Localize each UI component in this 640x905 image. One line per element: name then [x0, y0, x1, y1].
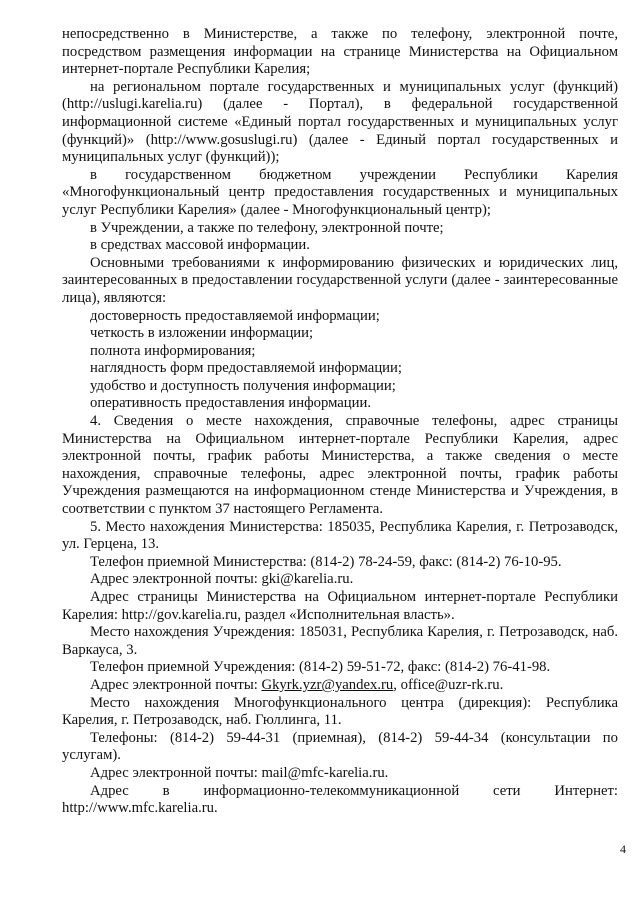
paragraph: 5. Место нахождения Министерства: 185035, Республика Карелия, г. Петрозаводск, ул. Герцена, 13. [62, 518, 618, 553]
paragraph: непосредственно в Министерстве, а также по телефону, электронной почте, посредством размещения информации на странице Министерства на Официальном интернет-портале Республики Карелия; [62, 26, 618, 78]
paragraph: оперативность предоставления информации. [90, 395, 372, 412]
paragraph: 4. Сведения о месте нахождения, справочные телефоны, адрес страницы Министерства на Официальном интернет-портале Республики Карелия, адрес электронной почты, график работы Министерства, а также сведения о месте нахождения, справочные телефоны, адрес электронной почты, график работы Учреждения размещаются на информационном стенде Министерства и Учреждения, в соответствии с пунктом 37 настоящего Регламента. [62, 413, 618, 518]
paragraph: полнота информирования; [90, 342, 256, 359]
paragraph: Адрес электронной почты: mail@mfc-karelia.ru. [90, 764, 389, 781]
paragraph: Адрес страницы Министерства на Официальном интернет-портале Республики Карелия: http://gov.karelia.ru, раздел «Исполнительная власть». [62, 589, 618, 623]
paragraph: Место нахождения Многофункционального центра (дирекция): Республика Карелия, г. Петрозаводск, наб. Гюллинга, 11. [62, 694, 618, 729]
page-number: 4 [620, 842, 626, 856]
paragraph: Телефоны: (814-2) 59-44-31 (приемная), (814-2) 59-44-34 (консультации по услугам). [62, 729, 618, 764]
paragraph: Телефон приемной Министерства: (814-2) 78-24-59, факс: (814-2) 76-10-95. [90, 553, 562, 570]
email-label: Адрес электронной почты: [90, 676, 262, 693]
paragraph: наглядность форм предоставляемой информации; [90, 360, 402, 377]
paragraph: в государственном бюджетном учреждении Республики Карелия «Многофункциональный центр предоставления государственных и муниципальных услуг Республики Карелия» (далее - Многофункциональный центр); [62, 166, 618, 218]
paragraph: на региональном портале государственных и муниципальных услуг (функций) (http://uslugi.karelia.ru) (далее - Портал), в федеральной государственной информационной системе «Единый портал государственных и муниципальных услуг (функций)» (http://www.gosuslugi.ru) (далее - Единый портал государственных и муниципальных услуг (функций)); [62, 78, 618, 166]
email-suffix: , office@uzr-rk.ru. [393, 676, 504, 693]
paragraph: Место нахождения Учреждения: 185031, Республика Карелия, г. Петрозаводск, наб. Варкауса, 3. [62, 624, 618, 658]
paragraph: Телефон приемной Учреждения: (814-2) 59-51-72, факс: (814-2) 76-41-98. [90, 659, 551, 676]
paragraph: Адрес электронной почты: gki@karelia.ru. [90, 571, 354, 588]
paragraph: достоверность предоставляемой информации; [90, 307, 380, 324]
email-link[interactable]: Gkyrk.yzr@yandex.ru [261, 676, 394, 693]
paragraph: Основными требованиями к информированию физических и юридических лиц, заинтересованных в предоставлении государственной услуги (далее - заинтересованные лица), являются: [62, 254, 618, 306]
paragraph: Адрес в информационно-телекоммуникационной сети Интернет: http://www.mfc.karelia.ru. [62, 782, 618, 817]
email-paragraph [62, 677, 618, 695]
paragraph: в Учреждении, а также по телефону, электронной почте; [90, 219, 444, 236]
paragraph: удобство и доступность получения информации; [90, 377, 396, 394]
paragraph: в средствах массовой информации. [90, 237, 310, 254]
paragraph: четкость в изложении информации; [90, 325, 314, 342]
